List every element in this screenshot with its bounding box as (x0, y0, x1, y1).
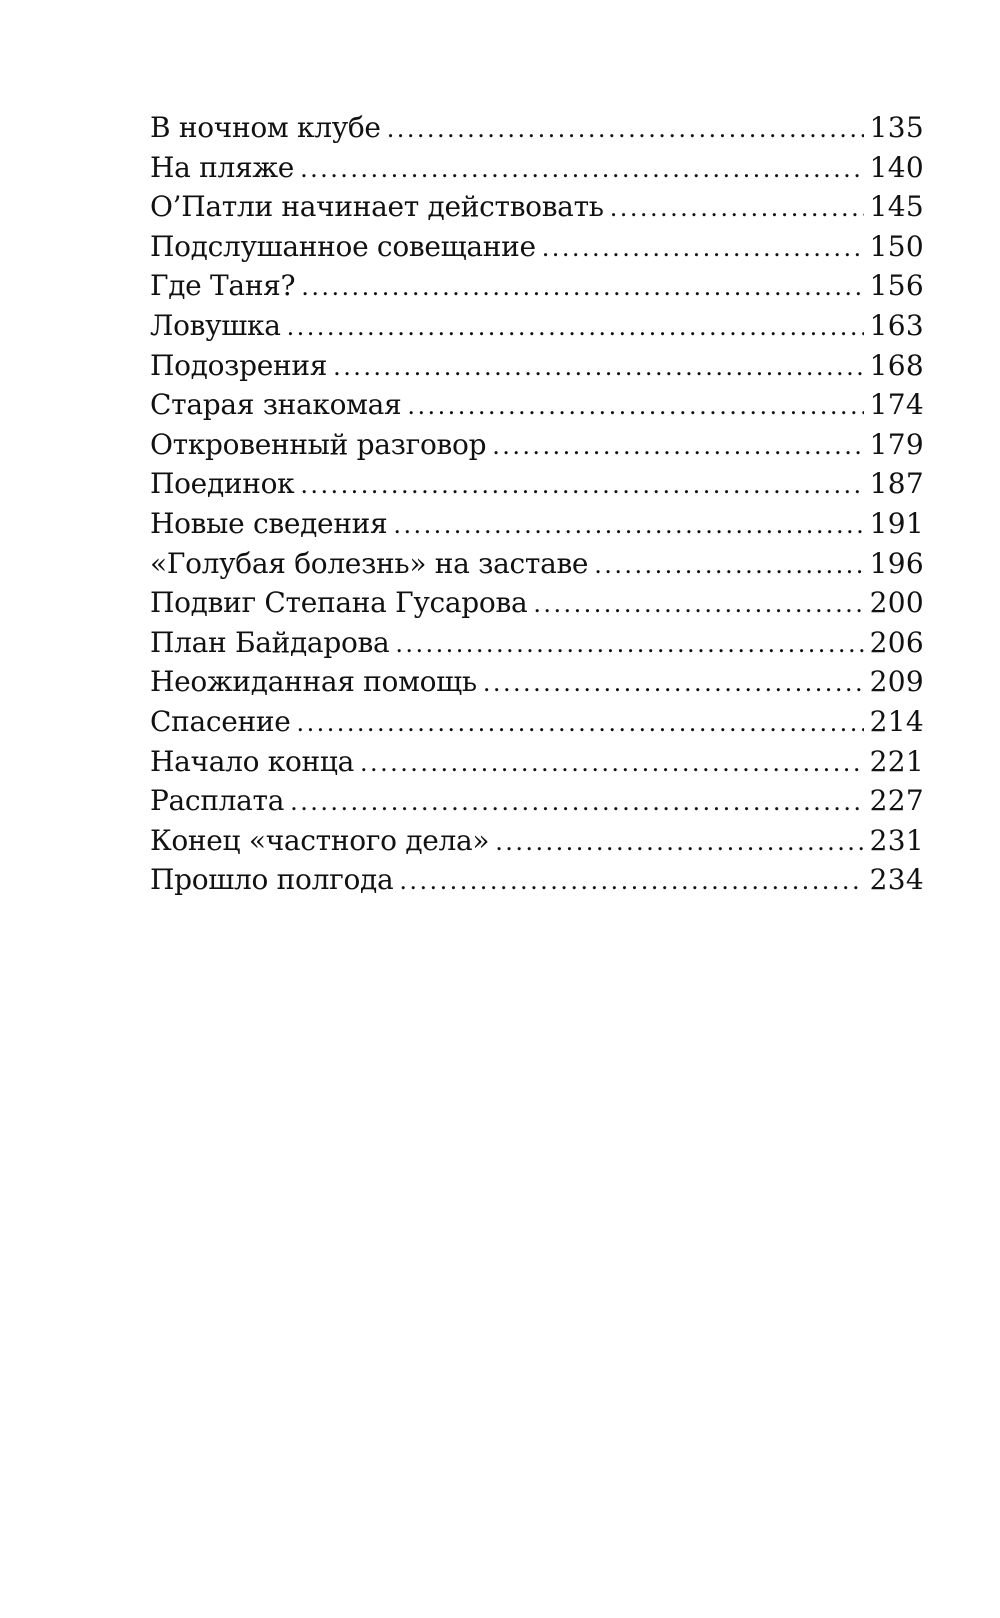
toc-dot-leader (301, 268, 863, 308)
toc-entry (150, 425, 924, 465)
toc-dot-leader (395, 625, 863, 665)
toc-entry-title: Расплата (150, 784, 285, 818)
toc-dot-leader (333, 348, 864, 388)
toc-entry (150, 227, 924, 267)
toc-dot-leader (594, 546, 863, 586)
toc-entry-page: 140 (869, 150, 924, 184)
toc-entry-title: Подозрения (150, 348, 328, 382)
toc-entry-title: План Байдарова (150, 625, 390, 659)
toc-entry-page: 206 (869, 625, 924, 659)
toc-entry (150, 108, 924, 148)
toc-entry-title: Новые сведения (150, 506, 388, 540)
toc-entry-title: Где Таня? (150, 269, 296, 303)
toc-entry-page: 209 (869, 665, 924, 699)
toc-dot-leader (300, 466, 863, 506)
toc-dot-leader (533, 585, 863, 625)
toc-entry-page: 221 (869, 744, 924, 778)
toc-entry (150, 662, 924, 702)
toc-entry (150, 781, 924, 821)
toc-entry (150, 148, 924, 188)
toc-dot-leader (360, 744, 864, 784)
toc-entry-page: 214 (869, 704, 924, 738)
toc-entry-page: 234 (869, 863, 924, 897)
toc-entry-page: 145 (869, 190, 924, 224)
toc-entry-title: Конец «частного дела» (150, 823, 490, 857)
toc-entry-title: Подслушанное совещание (150, 229, 536, 263)
toc-entry-title: На пляже (150, 150, 295, 184)
toc-entry-page: 196 (869, 546, 924, 580)
toc-dot-leader (483, 664, 864, 704)
toc-entry-page: 200 (869, 586, 924, 620)
toc-entry-title: «Голубая болезнь» на заставе (150, 546, 589, 580)
toc-dot-leader (393, 506, 863, 546)
toc-entry-title: Откровенный разговор (150, 427, 487, 461)
toc-entry-page: 163 (869, 308, 924, 342)
toc-entry-title: Ловушка (150, 308, 281, 342)
toc-dot-leader (300, 150, 864, 190)
toc-entry-page: 231 (869, 823, 924, 857)
toc-entry-title: В ночном клубе (150, 111, 381, 144)
toc-entry (150, 860, 924, 900)
toc-dot-leader (610, 189, 864, 229)
toc-entry-page: 156 (869, 269, 924, 303)
toc-entry-title: Неожиданная помощь (150, 665, 477, 699)
toc-entry (150, 544, 924, 584)
toc-entry-page: 227 (869, 784, 924, 818)
table-of-contents (150, 108, 924, 900)
toc-entry (150, 464, 924, 504)
toc-entry-title: Спасение (150, 704, 291, 738)
toc-entry (150, 742, 924, 782)
toc-entry (150, 266, 924, 306)
toc-entry-page: 174 (869, 388, 924, 422)
toc-entry (150, 187, 924, 227)
toc-entry-title: Поединок (150, 467, 295, 501)
toc-dot-leader (542, 229, 864, 269)
toc-entry (150, 504, 924, 544)
toc-entry (150, 346, 924, 386)
toc-entry (150, 702, 924, 742)
toc-entry (150, 821, 924, 861)
toc-dot-leader (387, 110, 864, 150)
toc-dot-leader (492, 427, 863, 467)
toc-dot-leader (297, 704, 864, 744)
toc-entry-title: Старая знакомая (150, 388, 402, 422)
toc-dot-leader (399, 862, 863, 902)
toc-entry-page: 150 (869, 229, 924, 263)
toc-entry-page: 135 (869, 111, 924, 144)
toc-entry-title: Начало конца (150, 744, 354, 778)
toc-entry-title: О’Патли начинает действовать (150, 190, 604, 224)
toc-entry-page: 168 (869, 348, 924, 382)
toc-entry-page: 179 (869, 427, 924, 461)
toc-dot-leader (407, 387, 863, 427)
toc-entry-title: Прошло полгода (150, 863, 394, 897)
toc-dot-leader (495, 823, 863, 863)
toc-entry-page: 187 (869, 467, 924, 501)
toc-entry (150, 385, 924, 425)
toc-entry (150, 583, 924, 623)
toc-dot-leader (290, 783, 864, 823)
toc-entry (150, 623, 924, 663)
toc-entry-page: 191 (869, 506, 924, 540)
toc-entry-title: Подвиг Степана Гусарова (150, 586, 528, 620)
toc-dot-leader (287, 308, 864, 348)
toc-entry (150, 306, 924, 346)
